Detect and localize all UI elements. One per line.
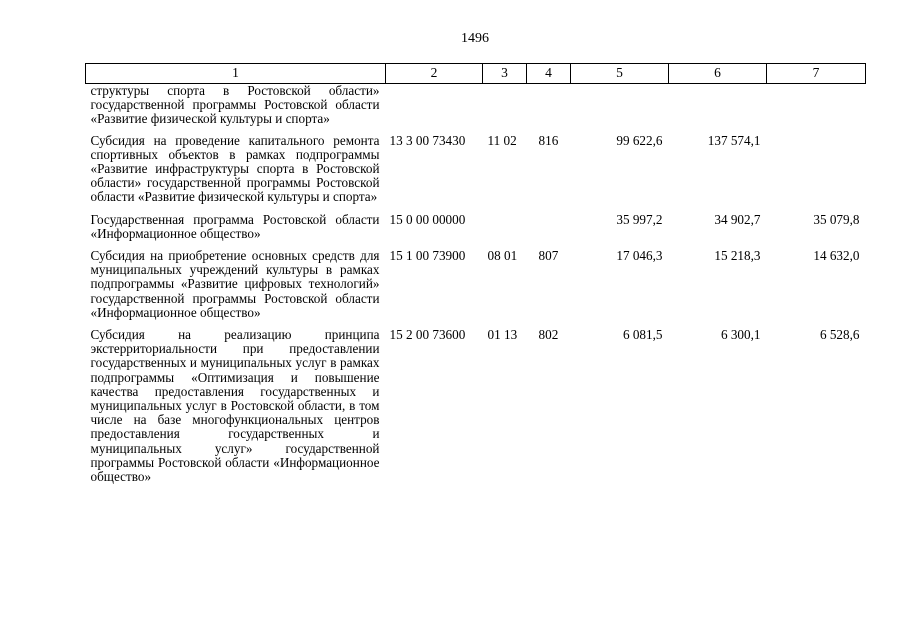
row-year2: 34 902,7 [714, 211, 761, 227]
row-year2: 6 300,1 [720, 327, 761, 343]
row-year3: 14 632,0 [813, 248, 860, 264]
column-header: 6 [669, 64, 767, 84]
row-section [483, 84, 527, 134]
row-year1: 35 997,2 [616, 211, 663, 227]
column-header: 1 [86, 64, 386, 84]
row-section: 01 13 [487, 327, 518, 343]
row-code: 15 0 00 00000 [389, 211, 466, 227]
row-year3: 6 528,6 [819, 327, 860, 343]
table-header-row [86, 64, 866, 84]
row-expense-type [527, 213, 571, 249]
row-year2 [669, 84, 767, 134]
row-year2: 15 218,3 [714, 248, 761, 264]
row-year1 [571, 84, 669, 134]
row-year1: 99 622,6 [616, 132, 663, 148]
column-header: 5 [571, 64, 669, 84]
row-year3 [767, 134, 866, 213]
column-header: 2 [386, 64, 483, 84]
row-name: Субсидия на проведение капитального ремонта спортивных объектов в рамках подпрограммы «Развитие инфраструктуры спорта в Ростовской области» государственной программы Ростовской области «Развитие физической культуры и спорта» [90, 132, 380, 205]
table-row [86, 249, 866, 328]
row-section: 08 01 [487, 248, 518, 264]
table-row [86, 134, 866, 213]
row-section: 11 02 [487, 132, 517, 148]
row-year2: 137 574,1 [707, 132, 761, 148]
row-code [386, 84, 483, 134]
row-name: Субсидия на реализацию принципа экстерриториальности при предоставлении государственных и муниципальных услуг в рамках подпрограммы «Оптимизация и повышение качества предоставления государственных и муниципальных услуг в Ростовской области, в том числе на базе многофункциональных центров предоставления государственных и муниципальных услуг» государственной программы Ростовской области «Информационное общество» [90, 327, 380, 485]
column-header: 4 [527, 64, 571, 84]
table-row [86, 328, 866, 492]
row-year1: 17 046,3 [616, 248, 663, 264]
row-code: 15 1 00 73900 [389, 248, 466, 264]
table-row [86, 213, 866, 249]
table-row [86, 84, 866, 134]
budget-table [85, 63, 866, 492]
column-header: 7 [767, 64, 866, 84]
row-year3: 35 079,8 [813, 211, 860, 227]
row-name: Субсидия на приобретение основных средств для муниципальных учреждений культуры в рамках подпрограммы «Развитие цифровых технологий» государственной программы Ростовской области «Информационное общество» [90, 248, 380, 320]
row-expense-type: 807 [538, 248, 559, 264]
row-code: 13 3 00 73430 [389, 132, 466, 148]
column-header: 3 [483, 64, 527, 84]
row-expense-type: 816 [538, 132, 559, 148]
row-year3 [767, 84, 866, 134]
row-name: структуры спорта в Ростовской области» государственной программы Ростовской области «Развитие физической культуры и спорта» [90, 83, 380, 127]
row-name: Государственная программа Ростовской области «Информационное общество» [90, 211, 380, 241]
row-code: 15 2 00 73600 [389, 327, 466, 343]
row-year1: 6 081,5 [622, 327, 663, 343]
page-number: 1496 [461, 31, 489, 46]
row-expense-type: 802 [538, 327, 559, 343]
row-section [483, 213, 527, 249]
row-expense-type [527, 84, 571, 134]
